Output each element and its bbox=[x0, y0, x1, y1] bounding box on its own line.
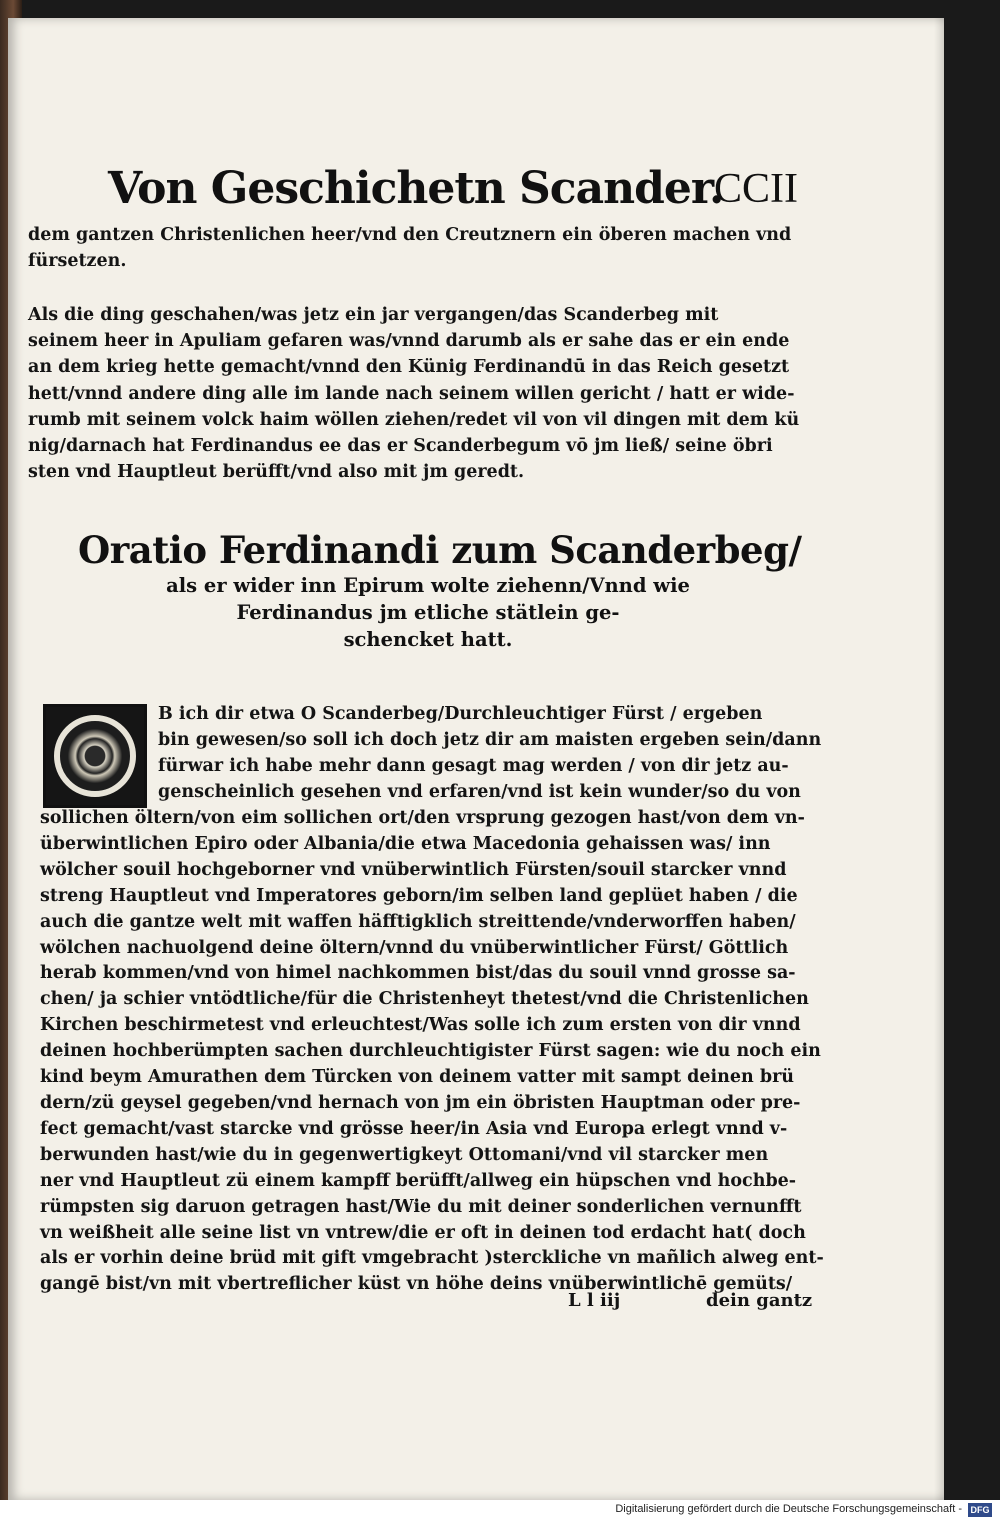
book-page bbox=[8, 18, 944, 1500]
folio-number: CCII bbox=[714, 166, 798, 212]
oration-opening bbox=[158, 702, 822, 806]
text-line: sollichen öltern/von eim sollichen ort/den vrsprung gezogen hast/von dem vn- bbox=[40, 808, 805, 828]
ornament-icon bbox=[54, 715, 136, 797]
dfg-logo: DFG bbox=[968, 1503, 992, 1517]
heading-line: Ferdinandus jm etliche stätlein ge- bbox=[236, 601, 620, 624]
running-title: Von Geschichetn Scander. bbox=[108, 163, 724, 214]
text-line: B ich dir etwa O Scanderbeg/Durchleuchtiger Fürst / ergeben bbox=[158, 704, 763, 724]
text-line: rumb mit seinem volck haim wöllen ziehen/redet vil von vil dingen mit dem kü bbox=[28, 409, 800, 430]
text-line: gangē bist/vn mit vbertreflicher küst vn höhe deins vnüberwintlichē gemüts/ bbox=[40, 1274, 793, 1295]
section-heading bbox=[78, 528, 802, 653]
text-line: deinen hochberümpten sachen durchleuchtigister Fürst sagen: wie du noch ein bbox=[40, 1041, 821, 1062]
text-line: als er vorhin deine brüd mit gift vmgebracht )sterckliche vn mañlich alweg ent- bbox=[40, 1248, 824, 1269]
text-line: rümpsten sig daruon getragen hast/Wie du mit deiner sonderlichen vernunfft bbox=[40, 1196, 802, 1217]
text-line: sten vnd Hauptleut berüfft/vnd also mit jm geredt. bbox=[28, 462, 525, 483]
text-line: überwintlichen Epiro oder Albania/die etwa Macedonia gehaissen was/ inn bbox=[40, 833, 771, 854]
text-line: berwunden hast/wie du in gegenwertigkeyt Ottomani/vnd vil starcker men bbox=[40, 1144, 769, 1165]
text-line: ner vnd Hauptleut zü einem kampff berüfft/allweg ein hüpschen vnd hochbe- bbox=[40, 1170, 797, 1191]
text-line: fürsetzen. bbox=[28, 251, 127, 272]
text-line: vn weißheit alle seine list vn vntrew/die er oft in deinen tod erdacht hat( doch bbox=[40, 1222, 806, 1243]
oration-body bbox=[40, 806, 824, 1298]
text-line: wölcher souil hochgeborner vnd vnüberwintlich Fürsten/souil starcker vnnd bbox=[40, 859, 787, 880]
running-header bbox=[108, 163, 798, 223]
text-line: dem gantzen Christenlichen heer/vnd den Creutznern ein öberen machen vnd bbox=[28, 225, 792, 245]
digitization-footer bbox=[0, 1500, 1000, 1521]
text-line: seinem heer in Apuliam gefaren was/vnnd darumb als er sahe das er ein ende bbox=[28, 331, 790, 352]
heading-line: schencket hatt. bbox=[343, 628, 513, 651]
catchword: dein gantz bbox=[706, 1290, 813, 1311]
text-line: hett/vnnd andere ding alle im lande nach seinem willen gericht / hatt er wide- bbox=[28, 383, 795, 404]
text-line: kind beym Amurathen dem Türcken von deinem vatter mit sampt deinen brü bbox=[40, 1067, 795, 1088]
text-line: genscheinlich gesehen vnd erfaren/vnd ist kein wunder/so du von bbox=[158, 781, 801, 802]
text-line: bin gewesen/so soll ich doch jetz dir am maisten ergeben sein/dann bbox=[158, 729, 822, 750]
text-line: Kirchen beschirmetest vnd erleuchtest/Was solle ich zum ersten von dir vnnd bbox=[40, 1015, 801, 1036]
text-line: chen/ ja schier vntödtliche/für die Christenheyt thetest/vnd die Christenlichen bbox=[40, 989, 809, 1010]
intro-paragraph bbox=[28, 222, 803, 274]
text-line: dern/zü geysel gegeben/vnd hernach von jm ein öbristen Hauptman oder pre- bbox=[40, 1092, 801, 1113]
text-line: herab kommen/vnd von himel nachkommen bist/das du souil vnnd grosse sa- bbox=[40, 963, 796, 984]
text-line: auch die gantze welt mit waffen häfftigklich streittende/vnderworffen haben/ bbox=[40, 911, 796, 932]
text-line: streng Hauptleut vnd Imperatores geborn/im selben land geplüet haben / die bbox=[40, 885, 798, 906]
heading-line: Oratio Ferdinandi zum Scanderbeg/ bbox=[78, 528, 802, 572]
heading-line: als er wider inn Epirum wolte ziehenn/Vnnd wie bbox=[166, 574, 690, 597]
text-line: fect gemacht/vast starcke vnd grösse heer/in Asia vnd Europa erlegt vnnd v- bbox=[40, 1118, 788, 1139]
text-line: an dem krieg hette gemacht/vnnd den Künig Ferdinandū in das Reich gesetzt bbox=[28, 357, 790, 378]
narrative-paragraph bbox=[28, 302, 803, 485]
text-line: fürwar ich habe mehr dann gesagt mag werden / von dir jetz au- bbox=[158, 755, 789, 776]
drop-cap-initial bbox=[43, 704, 147, 808]
text-line: Als die ding geschahen/was jetz ein jar vergangen/das Scanderbeg mit bbox=[28, 305, 719, 325]
signature-mark: L l iij bbox=[568, 1290, 621, 1311]
text-line: wölchen nachuolgend deine öltern/vnnd du vnüberwintlicher Fürst/ Göttlich bbox=[40, 937, 789, 958]
text-line: nig/darnach hat Ferdinandus ee das er Scanderbegum vō jm ließ/ seine öbri bbox=[28, 436, 773, 457]
footer-credit: Digitalisierung gefördert durch die Deutsche Forschungsgemeinschaft - bbox=[615, 1503, 962, 1515]
